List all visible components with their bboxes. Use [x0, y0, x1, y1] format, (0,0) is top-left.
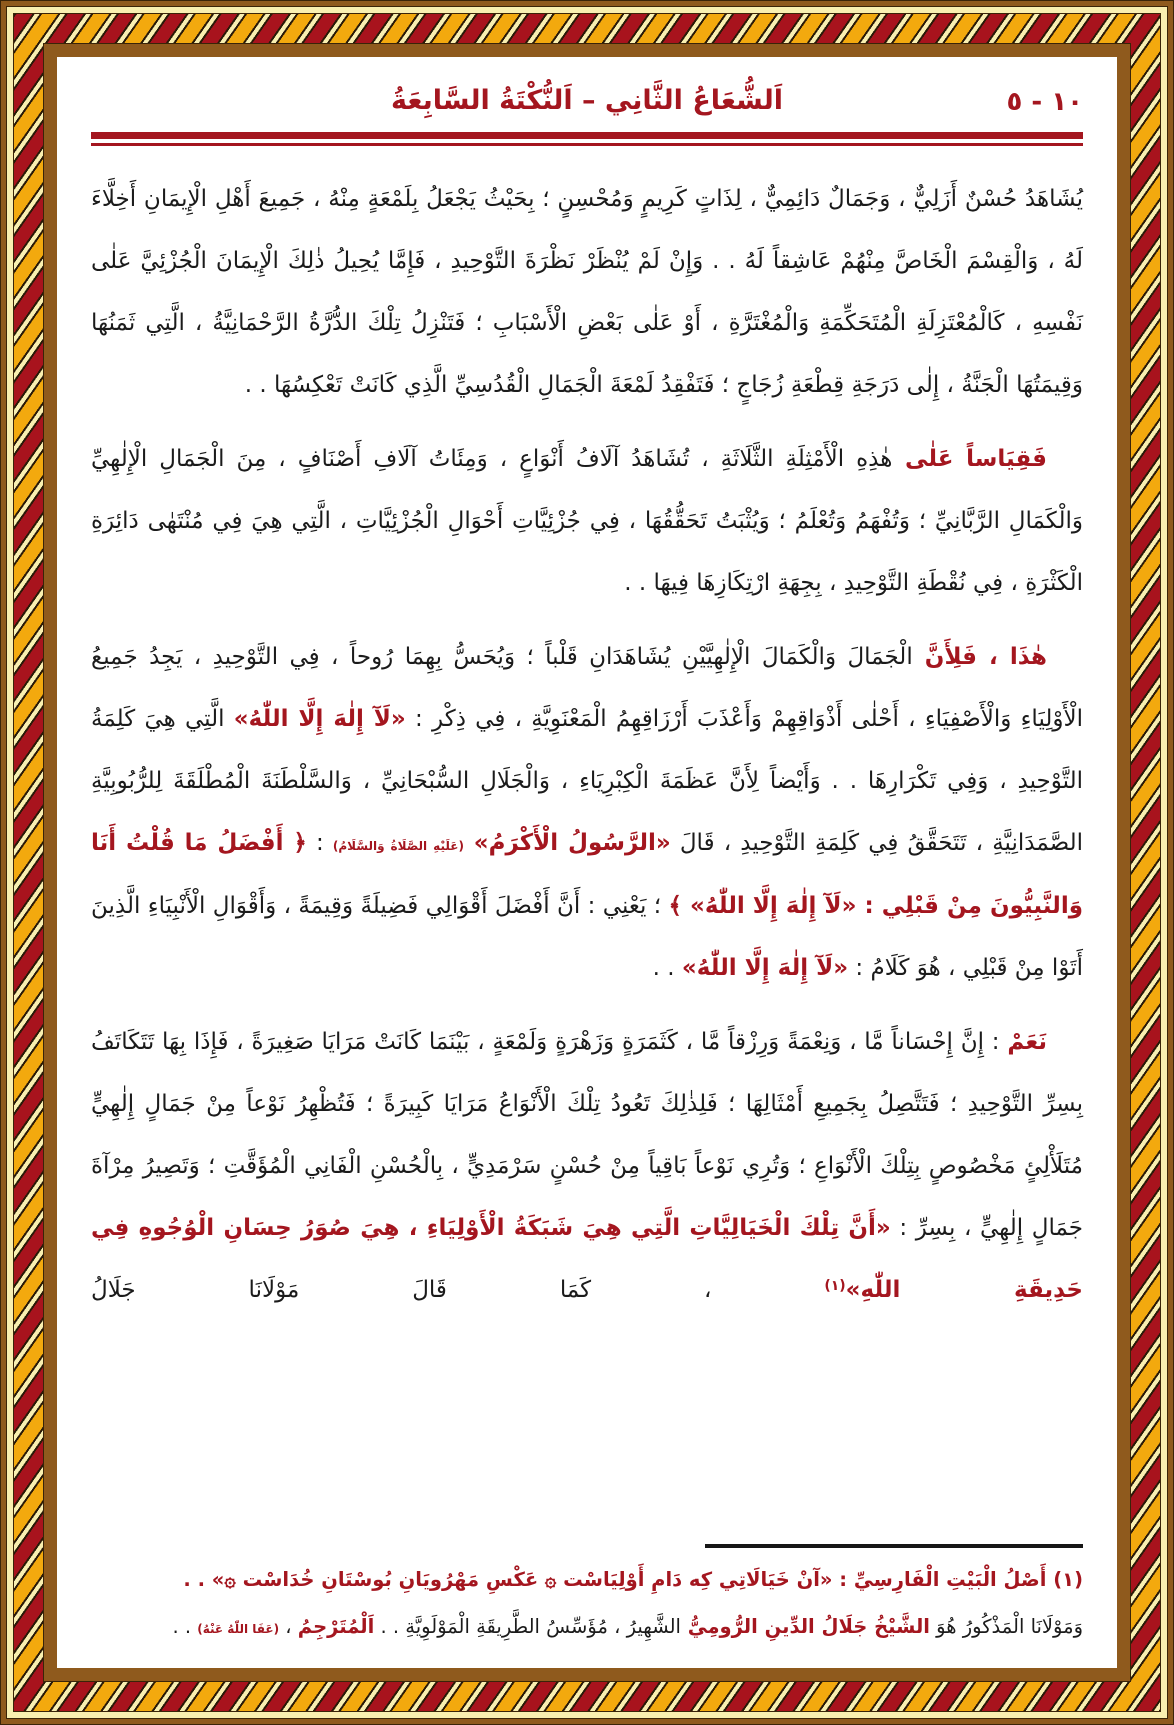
- paragraph: [91, 428, 1083, 614]
- text-segment: :: [306, 830, 333, 857]
- text-segment: «لَآ إِلٰهَ إِلَّا اللّٰهُ»: [681, 954, 849, 981]
- text-segment: فَقِيَاساً عَلٰى: [892, 445, 1047, 472]
- header-rule-thin: [91, 143, 1083, 146]
- decorative-chain-border: [13, 13, 1161, 1712]
- footnote-ref: (١): [824, 1278, 846, 1295]
- body-text: [91, 168, 1083, 1322]
- text-segment: . .: [172, 1615, 198, 1639]
- text-segment: ؛ يَعْنِي : أَنَّ أَفْضَلَ أَقْوَالِي فَضِيلَةً وَقِيمَةً ، وَأَقْوَالِ الْأَنْبِيَاءِ الَّذِينَ أَتَوْا مِنْ قَبْلِي ، هُوَ كَلَامُ :: [91, 892, 1083, 981]
- text-segment: الشَّيْخُ جَلَالُ الدِّينِ الرُّومِيُّ: [680, 1615, 930, 1639]
- text-segment: «أَنَّ تِلْكَ الْخَيَالِيَّاتِ الَّتِي هِيَ شَبَكَةُ الْأَوْلِيَاءِ ، هِيَ صُوَرُ حِسَانِ الْوُجُوهِ فِي حَدِيقَةِ اللّٰهِ»: [91, 1215, 1083, 1304]
- text-segment: هٰذَا ، فَلِأَنَّ: [912, 644, 1048, 671]
- text-segment: «لَآ إِلٰهَ إِلَّا اللّٰهُ»: [233, 706, 406, 733]
- paragraph: [91, 168, 1083, 416]
- text-segment: اَلْمُتَرْجِمُ: [297, 1615, 375, 1639]
- footnote-line: [91, 1558, 1083, 1603]
- text-segment: هٰذِهِ الْأَمْثِلَةِ الثَّلَاثَةِ ، تُشَاهَدُ آلَافُ أَنْوَاعٍ ، وَمِئَاتُ آلَافِ أَصْنَافٍ ، مِنَ الْجَمَالِ الْإِلٰهِيِّ وَالْكَمَالِ الرَّبَّانِيِّ ؛ وَتُفْهَمُ وَتُعْلَمُ ؛ وَيُثْبَتُ تَحَقُّقُهَا ، فِي جُزْئِيَّاتِ أَحْوَالِ الْجُزْئِيَّاتِ ، الَّتِي هِيَ فِي مُنْتَهٰى دَائِرَةِ الْكَثْرَةِ ، فِي نُقْطَةِ التَّوْحِيدِ ، بِجِهَةِ ارْتِكَازِهَا فِيهَا . .: [91, 445, 1083, 597]
- paragraph: [91, 1011, 1083, 1321]
- text-segment: الَّتِي هِيَ كَلِمَةُ التَّوْحِيدِ ، وَفِي تَكْرَارِهَا . . وَأَيْضاً لِأَنَّ عَظَمَةَ الْكِبْرِيَاءِ ، وَالْجَلَالِ السُّبْحَانِيِّ ، وَالسَّلْطَنَةَ الْمُطْلَقَةَ لِلرُّبُوبِيَّةِ الصَّمَدَانِيَّةِ ، تَتَحَقَّقُ فِي كَلِمَةِ التَّوْحِيدِ ، قَالَ: [91, 706, 1083, 857]
- calligraphic-seal: (عَلَيْهِ الصَّلَاةُ وَالسَّلَامُ): [332, 839, 464, 854]
- page-title: اَلشُّعَاعُ الثَّانِي – اَلنُّكْتَةُ السَّابِعَةُ: [390, 85, 784, 116]
- paragraph: [91, 626, 1083, 999]
- footnote: [91, 1536, 1083, 1650]
- calligraphic-seal: (عَفَا اللّٰهُ عَنْهُ): [197, 1622, 280, 1637]
- text-segment: (١) أَصْلُ الْبَيْتِ الْفَارِسِيِّ : «آنْ خَيَالَاتِي كِه دَامِ أَوْلِيَاسْت ۞ عَكْسِ مَهْرُويَانِ بُوسْتَانِ خُدَاسْت ۞» . .: [183, 1568, 1083, 1592]
- page-number: ١٠ - ٥: [1006, 87, 1083, 117]
- footnote-lines: [91, 1558, 1083, 1650]
- page-content-area: [44, 44, 1130, 1681]
- header-rule-thick: [91, 132, 1083, 139]
- text-segment: الشَّهِيرُ ، مُؤَسِّسُ الطَّرِيقَةِ الْمَوْلَوِيَّةِ . .: [374, 1615, 681, 1639]
- header-rule: [91, 132, 1083, 146]
- text-segment: . .: [652, 954, 682, 981]
- text-segment: وَمَوْلَانَا الْمَذْكُورُ هُوَ: [929, 1615, 1083, 1639]
- border-cream-band: [6, 6, 1168, 1719]
- text-segment: يُشَاهَدُ حُسْنٌ أَزَلِيٌّ ، وَجَمَالٌ دَائِمِيٌّ ، لِذَاتٍ كَرِيمٍ وَمُحْسِنٍ ؛ بِحَيْثُ يَجْعَلُ بِلَمْعَةٍ مِنْهُ ، جَمِيعَ أَهْلِ الْإِيمَانِ أَخِلَّاءَ لَهُ ، وَالْقِسْمَ الْخَاصَّ مِنْهُمْ عَاشِقاً لَهُ . . وَإِنْ لَمْ يُنْظَرْ نَظْرَةَ التَّوْحِيدِ ، فَإِمَّا يُحِيلُ ذٰلِكَ الْإِيمَانَ الْجُزْئِيَّ عَلٰى نَفْسِهِ ، كَالْمُعْتَزِلَةِ الْمُتَحَكِّمَةِ وَالْمُغْتَرَّةِ ، أَوْ عَلٰى بَعْضِ الْأَسْبَابِ ؛ فَتَنْزِلُ تِلْكَ الدُّرَّةُ الرَّحْمَانِيَّةُ ، الَّتِي ثَمَنُهَا وَقِيمَتُهَا الْجَنَّةُ ، إِلٰى دَرَجَةِ قِطْعَةِ زُجَاجٍ ؛ فَتَفْقِدُ لَمْعَةَ الْجَمَالِ الْقُدُسِيِّ الَّذِي كَانَتْ تَعْكِسُهَا . .: [91, 185, 1083, 398]
- text-segment: «الرَّسُولُ الْأَكْرَمُ»: [463, 830, 671, 857]
- text-segment: : إِنَّ إِحْسَاناً مَّا ، وَنِعْمَةً وَرِزْقاً مَّا ، كَثَمَرَةٍ وَزَهْرَةٍ وَلَمْعَةٍ ، بَيْنَمَا كَانَتْ مَرَايَا صَغِيرَةً ، فَإِذَا بِهَا تَتَكَاتَفُ بِسِرِّ التَّوْحِيدِ ؛ فَتَتَّصِلُ بِجَمِيعِ أَمْثَالِهَا ؛ فَلِذٰلِكَ تَعُودُ تِلْكَ الْأَنْوَاعُ مَرَايَا كَبِيرَةً ؛ فَتُظْهِرُ نَوْعاً مِنْ جَمَالٍ إِلٰهِيٍّ مُتَلَأْلِئٍ مَخْصُوصٍ بِتِلْكَ الْأَنْوَاعِ ؛ وَتُرِي نَوْعاً بَاقِياً مِنْ حُسْنٍ سَرْمَدِيٍّ ، بِالْحُسْنِ الْفَانِي الْمُؤَقَّتِ ؛ وَتَصِيرُ مِرْآةَ جَمَالٍ إِلٰهِيٍّ ، بِسِرِّ :: [91, 1028, 1083, 1241]
- page-header: [91, 81, 1083, 122]
- text-segment: نَعَمْ: [1007, 1028, 1047, 1055]
- text-segment: ، كَمَا قَالَ مَوْلَانَا جَلَالُ: [91, 1277, 825, 1304]
- text-segment: ﴿ أَفْضَلُ مَا قُلْتُ أَنَا وَالنَّبِيُّونَ مِنْ قَبْلِي : «لَآ إِلٰهَ إِلَّا اللّٰهُ» ﴾: [91, 830, 1083, 919]
- footnote-line: [91, 1605, 1083, 1650]
- text-segment: ،: [279, 1615, 298, 1639]
- text-segment: الْجَمَالَ وَالْكَمَالَ الْإِلٰهِيَّيْنِ يُشَاهَدَانِ قَلْباً ؛ وَيُحَسُّ بِهِمَا رُوحاً ، فِي التَّوْحِيدِ ، يَجِدُ جَمِيعُ الْأَوْلِيَاءِ وَالْأَصْفِيَاءِ ، أَحْلٰى أَذْوَاقِهِمْ وَأَعْذَبَ أَرْزَاقِهِمُ الْمَعْنَوِيَّةِ ، فِي ذِكْرِ :: [91, 644, 1084, 733]
- footnote-separator: [705, 1544, 1083, 1548]
